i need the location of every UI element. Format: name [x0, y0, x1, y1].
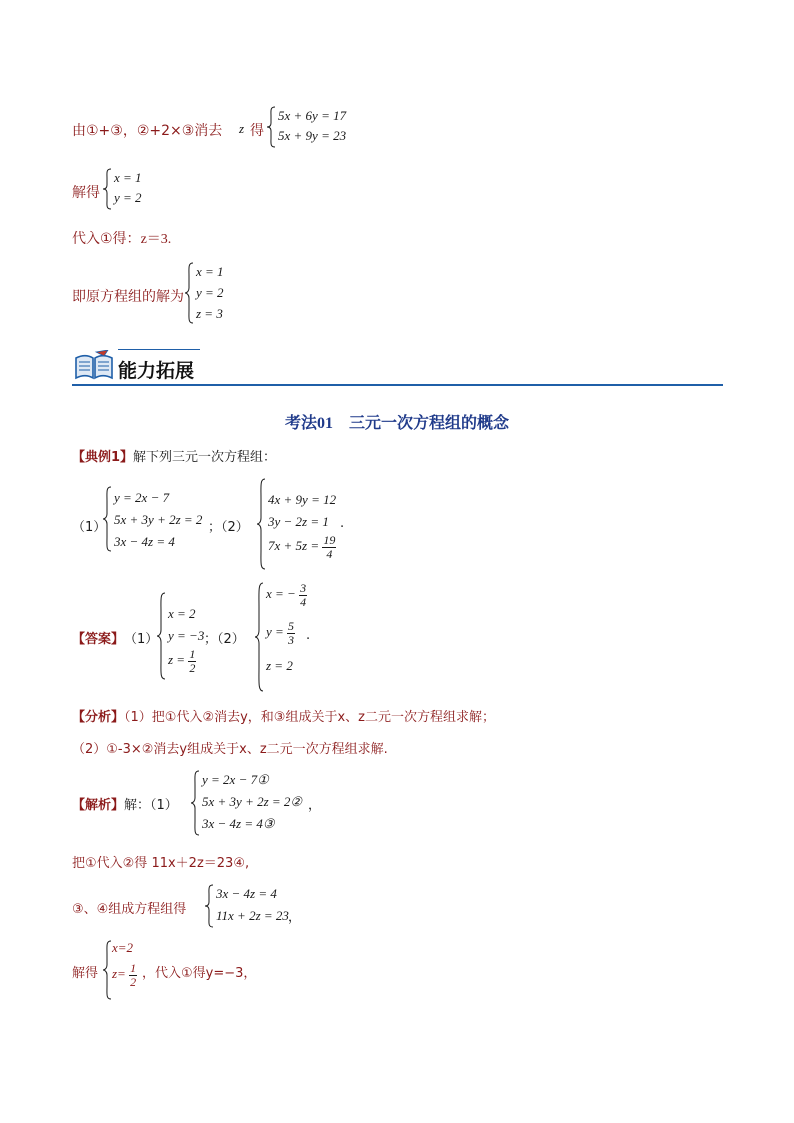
answer-a2-y-num: 5 — [288, 619, 295, 633]
step4-eq2: y = 2 — [196, 285, 224, 300]
fraction — [188, 648, 196, 674]
step2-eq1: x = 1 — [114, 170, 142, 185]
example-p1-eq3: 3x − 4z = 4 — [114, 534, 175, 549]
fraction — [299, 582, 307, 608]
analysis-line1 — [72, 706, 495, 725]
brace-icon — [156, 592, 166, 680]
solution-end: ， — [308, 798, 322, 813]
solution-text: 解：（1） — [124, 798, 178, 813]
example-end: . — [340, 516, 345, 531]
example-p2-eq2: 3y − 2z = 1 — [268, 514, 329, 529]
step3-result: z＝3. — [140, 232, 172, 247]
example-system-2 — [256, 478, 366, 570]
sub2-line — [72, 884, 472, 928]
sub3-label: 解得 — [72, 966, 99, 981]
brace-icon — [102, 486, 112, 552]
step4-label: 即原方程组的解为 — [72, 289, 184, 305]
brace-icon — [204, 884, 214, 928]
answer-a2-y-lhs: y = — [266, 624, 284, 640]
answer-a1-z-num: 1 — [189, 647, 196, 661]
open-book-icon — [74, 350, 114, 382]
sub2-system — [204, 884, 324, 928]
step2-system — [102, 168, 182, 210]
answer-a2-z: z = 2 — [266, 658, 293, 673]
step2-eq2: y = 2 — [114, 190, 142, 205]
solution-eq2: 5x + 3y + 2z = 2② — [202, 794, 303, 809]
answer-tag: 【答案】 — [72, 632, 125, 647]
answer-a2-y — [266, 620, 295, 646]
answer-a1-z-den: 2 — [189, 660, 196, 675]
example-intro — [72, 446, 276, 465]
step4-eq1: x = 1 — [196, 264, 224, 279]
brace-icon — [256, 478, 266, 570]
solution-tag: 【解析】 — [72, 798, 125, 813]
answer-a1-y: y = −3 — [168, 628, 205, 643]
solution-system — [190, 770, 350, 836]
example-p2-eq3-den: 4 — [322, 547, 336, 561]
example-p2-eq3-lhs: 7x + 5z = — [268, 538, 320, 554]
step2-label: 解得 — [72, 185, 100, 201]
solution-eq1: y = 2x − 7① — [202, 772, 269, 787]
solution-eq3: 3x − 4z = 4③ — [202, 816, 275, 831]
example-p2-eq1: 4x + 9y = 12 — [268, 492, 337, 507]
step3-text: 代入①得： — [72, 231, 141, 247]
example-text: 解下列三元一次方程组： — [133, 450, 277, 465]
step1-var: z — [239, 121, 245, 136]
brace-icon — [190, 770, 200, 836]
answer-a2-y-den: 3 — [288, 632, 295, 647]
answer-a1-x: x = 2 — [168, 606, 196, 621]
sub3-eq2-lhs: z= — [112, 966, 126, 982]
sub2-eq1: 3x − 4z = 4 — [216, 886, 277, 901]
answer-a2-x — [266, 582, 307, 608]
brace-icon — [254, 582, 264, 692]
answer-a2-x-den: 4 — [300, 594, 307, 609]
brace-icon — [102, 940, 112, 1000]
step4-eq3: z = 3 — [196, 306, 223, 321]
sub1-line: 把①代入②得 11x＋2z＝23④, — [72, 856, 250, 871]
analysis-line2: （2）①-3×②消去y组成关于x、z二元一次方程组求解. — [72, 742, 388, 757]
step1-prefix: 由①+③，②+2×③消去 — [72, 123, 223, 139]
fraction — [322, 534, 336, 560]
step4-system — [184, 262, 264, 324]
answer-a1-z — [168, 648, 196, 674]
example-tag: 【典例1】 — [72, 450, 134, 465]
analysis-line1-text: （1）把①代入②消去y，和③组成关于x、z二元一次方程组求解； — [124, 710, 495, 725]
section-title: 能力拓展 — [118, 360, 195, 382]
example-p1-label: （1） — [72, 520, 107, 535]
answer-a2-x-num: 3 — [300, 581, 307, 595]
sub3-eq2-num: 1 — [130, 961, 137, 975]
step1-system — [266, 106, 386, 148]
answer-a2-x-lhs: x = − — [266, 586, 296, 602]
fraction — [129, 962, 137, 988]
brace-icon — [184, 262, 194, 324]
sub3-eq2 — [112, 962, 137, 988]
sub3-eq1: x=2 — [112, 940, 134, 955]
example-sep: ；（2） — [208, 520, 249, 535]
topic-title: 考法01 三元一次方程组的概念 — [284, 415, 509, 432]
answer-end: . — [306, 628, 311, 643]
sub3-tail: ，代入①得y=−3， — [142, 966, 257, 981]
step1-suffix: 得 — [250, 123, 264, 139]
example-p1-eq2: 5x + 3y + 2z = 2 — [114, 512, 203, 527]
answer-system-2 — [254, 582, 344, 692]
step1-eq1: 5x + 6y = 17 — [278, 108, 347, 123]
fraction — [287, 620, 295, 646]
sub2-text: ③、④组成方程组得 — [72, 902, 187, 917]
section-title-overline — [118, 349, 200, 350]
brace-icon — [102, 168, 112, 210]
step3-line — [72, 228, 171, 248]
section-heading — [72, 346, 723, 386]
answer-block — [72, 582, 632, 692]
example-systems — [72, 478, 632, 570]
sub3-eq2-den: 2 — [130, 974, 137, 989]
sub2-eq2: 11x + 2z = 23 — [216, 908, 289, 923]
step1-eq2: 5x + 9y = 23 — [278, 128, 347, 143]
sub3-line — [72, 940, 472, 1000]
answer-a1-z-lhs: z = — [168, 652, 186, 668]
example-p2-eq3 — [268, 534, 336, 560]
solution-block — [72, 770, 472, 836]
answer-p1-label: （1） — [124, 632, 159, 647]
answer-sep: ；（2） — [204, 632, 245, 647]
analysis-tag: 【分析】 — [72, 710, 125, 725]
example-p2-eq3-num: 19 — [323, 533, 336, 547]
sub2-end: ， — [288, 910, 302, 925]
example-p1-eq1: y = 2x − 7 — [114, 490, 170, 505]
section-rule — [72, 384, 723, 386]
brace-icon — [266, 106, 276, 148]
